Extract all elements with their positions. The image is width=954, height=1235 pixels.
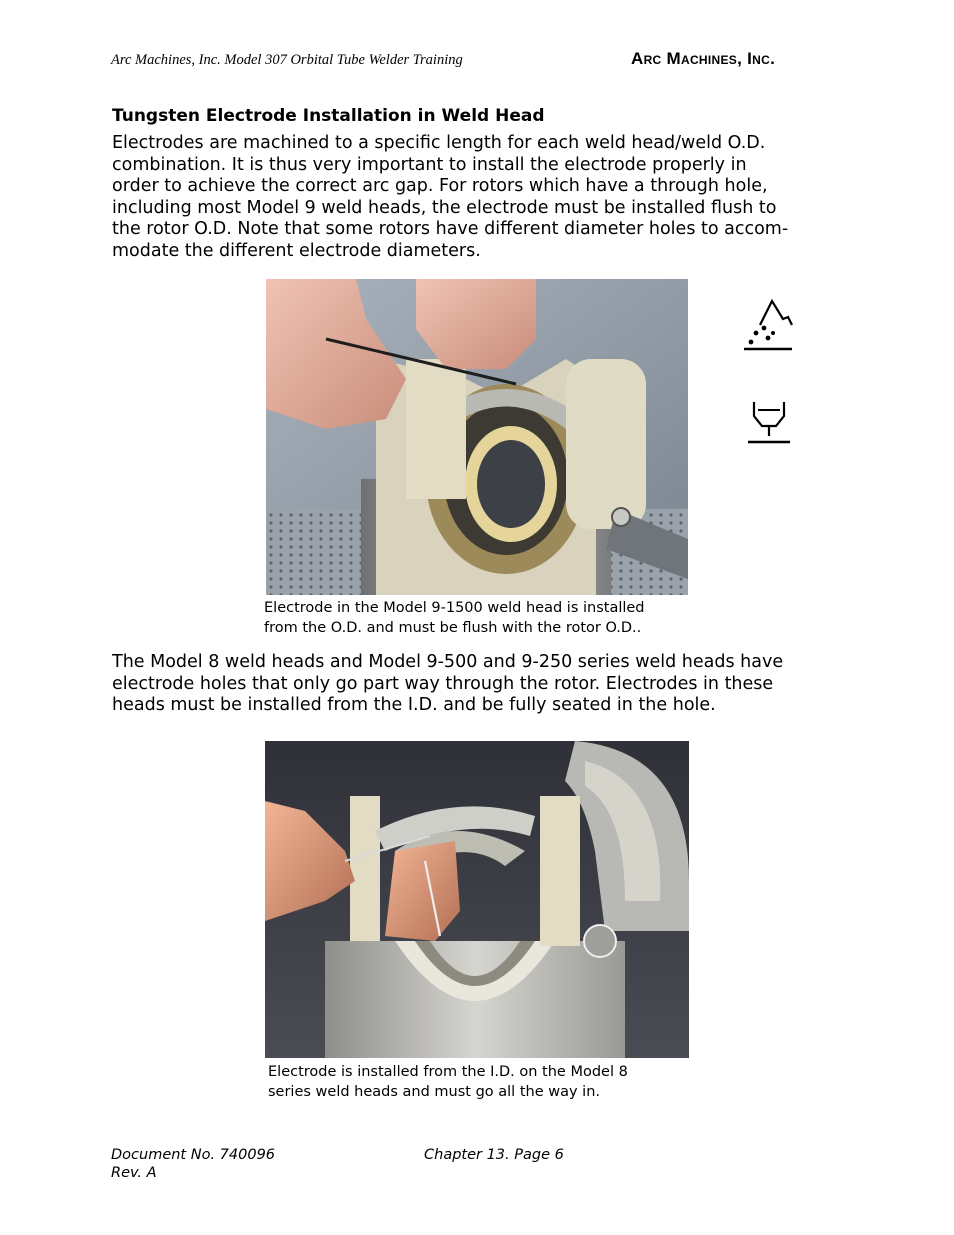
- caption-line: Electrode in the Model 9-1500 weld head is installed: [264, 600, 645, 616]
- header-document-title: Arc Machines, Inc. Model 307 Orbital Tube Welder Training: [111, 52, 463, 68]
- document-number: Document No. 740096: [111, 1147, 276, 1163]
- welding-spatter-icon: [740, 297, 796, 355]
- paragraph-model-8-heads: [112, 652, 852, 717]
- paragraph-line: order to achieve the correct arc gap. For rotors which have a through hole,: [112, 176, 768, 197]
- paragraph-line: the rotor O.D. Note that some rotors have different diameter holes to accom-: [112, 219, 789, 240]
- paragraph-electrode-length: [112, 133, 852, 263]
- figure-caption: [268, 1062, 708, 1102]
- section-title: Tungsten Electrode Installation in Weld Head: [112, 106, 545, 126]
- footer-document-info: [111, 1147, 275, 1182]
- paragraph-line: including most Model 9 weld heads, the electrode must be installed flush to: [112, 197, 777, 218]
- header-company-logo: Arc Machines, Inc.: [631, 49, 776, 68]
- photo-model-9-1500-weld-head: [266, 279, 688, 595]
- caption-line: Electrode is installed from the I.D. on the Model 8: [268, 1064, 628, 1080]
- footer-page-number: Chapter 13. Page 6: [424, 1147, 564, 1163]
- torch-icon: [746, 396, 792, 446]
- paragraph-line: Electrodes are machined to a specific length for each weld head/weld O.D.: [112, 133, 766, 153]
- photo-model-8-weld-head: [265, 741, 689, 1058]
- paragraph-line: The Model 8 weld heads and Model 9-500 and 9-250 series weld heads have: [112, 652, 784, 672]
- revision: Rev. A: [111, 1164, 157, 1181]
- caption-line: from the O.D. and must be flush with the rotor O.D..: [264, 620, 642, 636]
- figure-caption: [264, 598, 704, 638]
- paragraph-line: combination. It is thus very important to install the electrode properly in: [112, 154, 747, 175]
- paragraph-line: electrode holes that only go part way through the rotor. Electrodes in these: [112, 673, 774, 694]
- paragraph-line: modate the different electrode diameters.: [112, 240, 481, 261]
- caption-line: series weld heads and must go all the way in.: [268, 1084, 600, 1100]
- paragraph-line: heads must be installed from the I.D. and be fully seated in the hole.: [112, 695, 716, 716]
